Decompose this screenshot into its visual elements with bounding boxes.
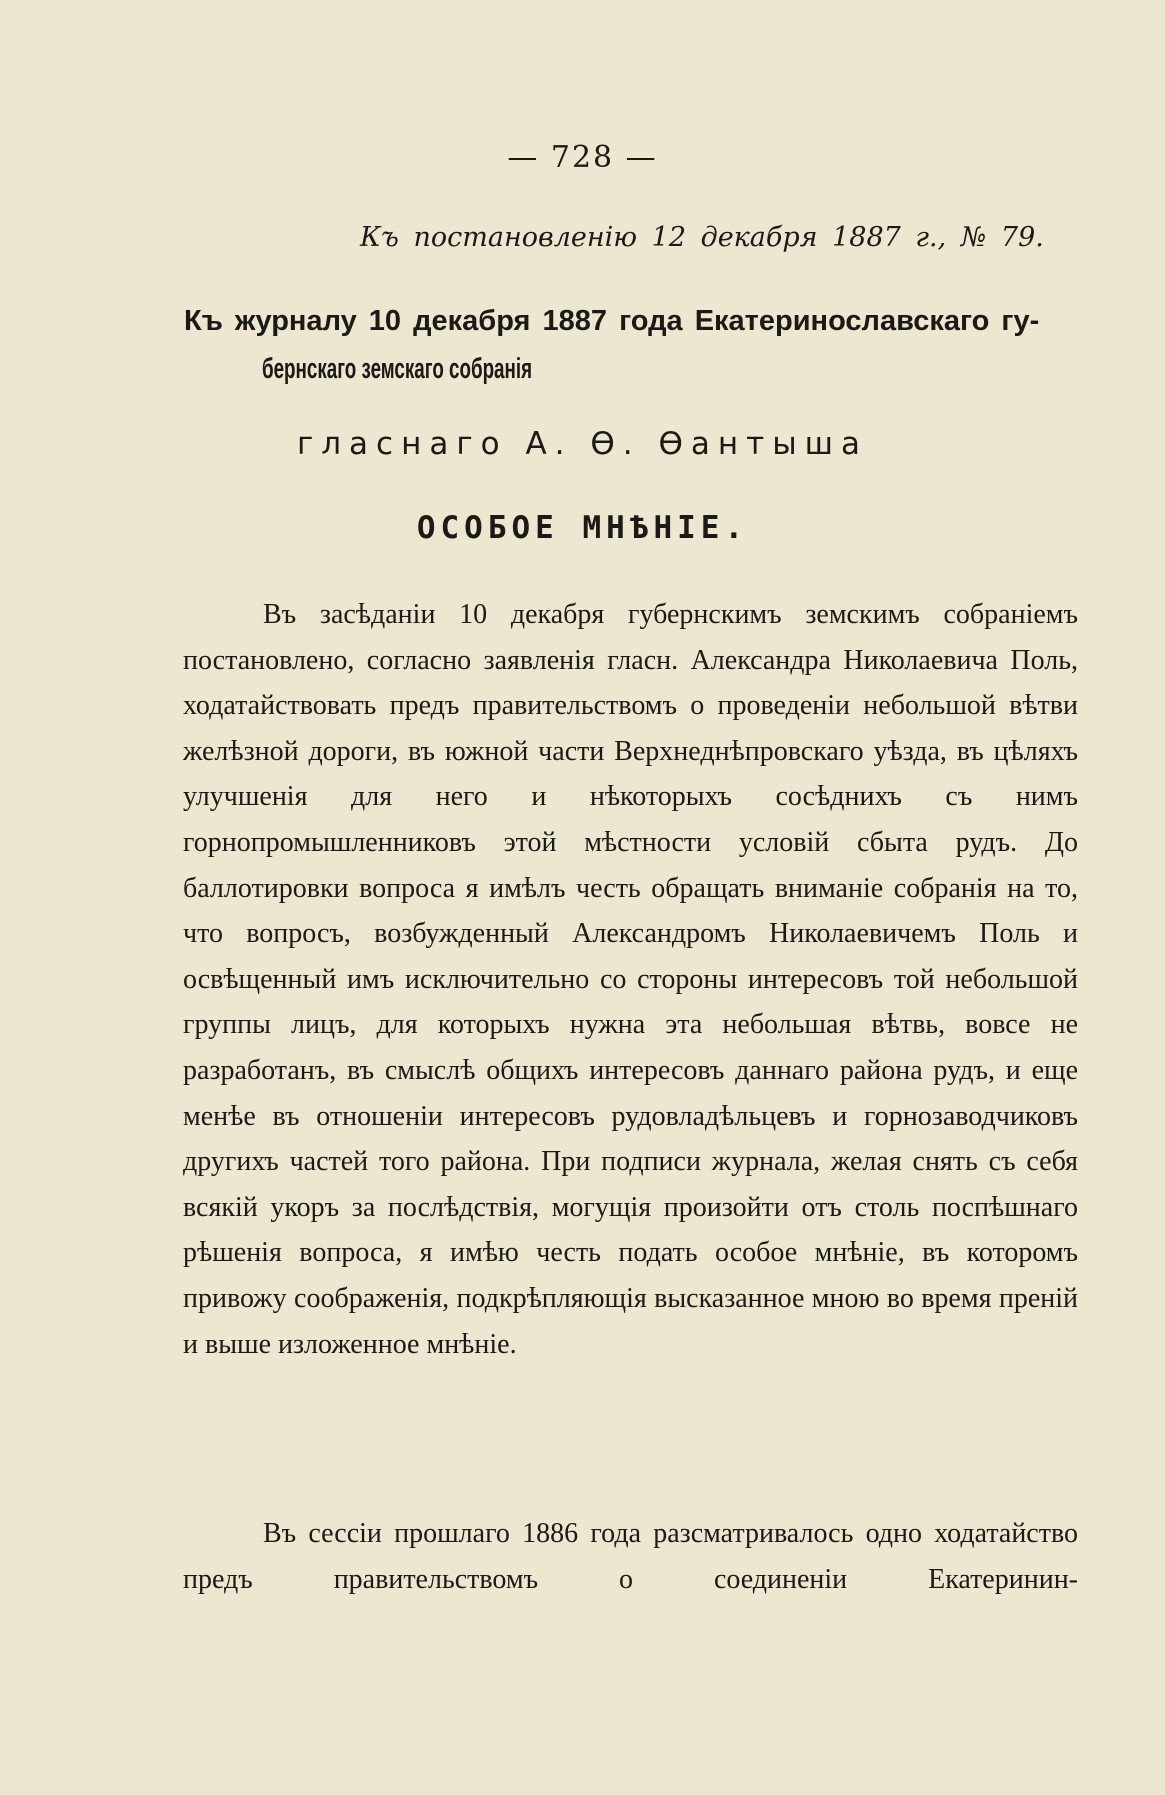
body-paragraph-2: Въ сессіи прошлаго 1886 года разсматривалось одно ходатайство предъ правительствомъ о соединеніи Екатеринин-: [183, 1518, 1078, 1595]
opinion-title: ОСОБОЕ МНѢНІЕ.: [416, 510, 749, 546]
member-name: гласнаго А. Ѳ. Ѳантыша: [296, 426, 869, 462]
page-number: — 728 —: [507, 140, 658, 175]
heading-line-1: Къ журналу 10 декабря 1887 года Екатеринославскаго гу-: [184, 305, 1040, 337]
body-paragraph-1-block: [183, 592, 1078, 1367]
heading-line-2: бернскаго земскаго собранія: [262, 353, 533, 385]
resolution-reference: Къ постановленію 12 декабря 1887 г., № 79.: [360, 222, 1044, 253]
body-paragraph-2-block: [183, 1511, 1078, 1602]
body-paragraph-1: Въ засѣданіи 10 декабря губернскимъ земскимъ собраніемъ постановлено, согласно заявленія гласн. Александра Николаевича Поль, ходатайствовать предъ правительствомъ о проведеніи небольшой вѣтви желѣзной дороги, въ южной части Верхнеднѣпровскаго уѣзда, въ цѣляхъ улучшенія для него и нѣкоторыхъ сосѣднихъ съ нимъ горнопромышленниковъ этой мѣстности условій сбыта рудъ. До баллотировки вопроса я имѣлъ честь обращать вниманіе собранія на то, что вопросъ, возбужденный Александромъ Николаевичемъ Поль и освѣщенный имъ исключительно со стороны интересовъ той небольшой группы лицъ, для которыхъ нужна эта небольшая вѣтвь, вовсе не разработанъ, въ смыслѣ общихъ интересовъ даннаго района рудъ, и еще менѣе въ отношеніи интересовъ рудовладѣльцевъ и горнозаводчиковъ другихъ частей того района. При подписи журнала, желая снять съ себя всякій укоръ за послѣдствія, могущія произойти отъ столь поспѣшнаго рѣшенія вопроса, я имѣю честь подать особое мнѣніе, въ которомъ привожу соображенія, подкрѣпляющія высказанное мною во время преній и выше изложенное мнѣніе.: [183, 599, 1078, 1360]
